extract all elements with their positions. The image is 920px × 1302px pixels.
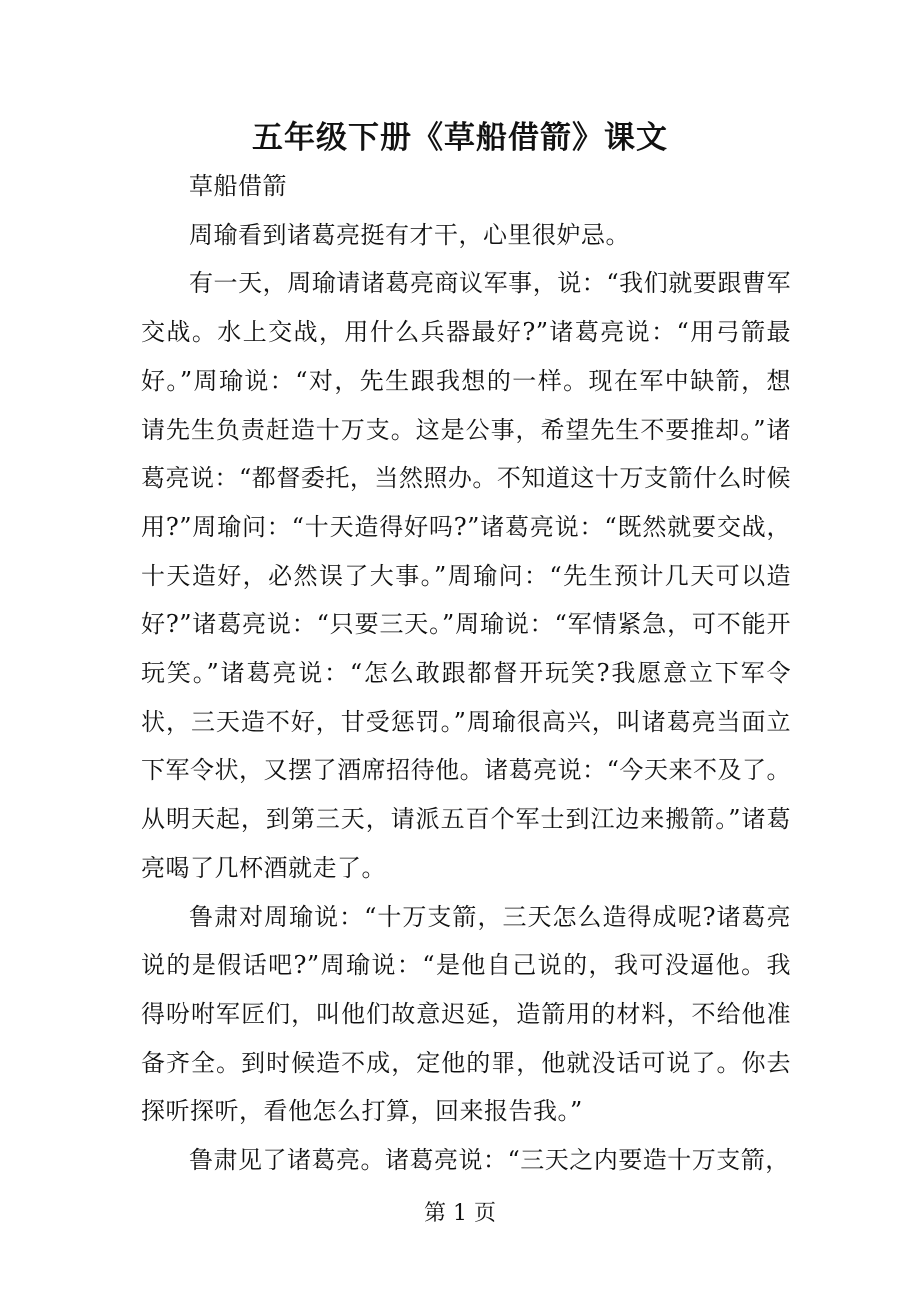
paragraph: 鲁肃对周瑜说：“十万支箭，三天怎么造得成呢?诸葛亮说的是假话吧?”周瑜说：“是他自己说的，我可没逼他。我得吩咐军匠们，叫他们故意迟延，造箭用的材料，不给他准备齐全。到时候造不成，定他的罪，他就没话可说了。你去探听探听，看他怎么打算，回来报告我。” (141, 902, 791, 1126)
paragraph: 有一天，周瑜请诸葛亮商议军事，说：“我们就要跟曹军交战。水上交战，用什么兵器最好?”诸葛亮说：“用弓箭最好。”周瑜说：“对，先生跟我想的一样。现在军中缺箭，想请先生负责赶造十万支。这是公事，希望先生不要推却。”诸葛亮说：“都督委托，当然照办。不知道这十万支箭什么时候用?”周瑜问：“十天造得好吗?”诸葛亮说：“既然就要交战，十天造好，必然误了大事。”周瑜问：“先生预计几天可以造好?”诸葛亮说：“只要三天。”周瑜说：“军情紧急，可不能开玩笑。”诸葛亮说：“怎么敢跟都督开玩笑?我愿意立下军令状，三天造不好，甘受惩罚。”周瑜很高兴，叫诸葛亮当面立下军令状，又摆了酒席招待他。诸葛亮说：“今天来不及了。从明天起，到第三天，请派五百个军士到江边来搬箭。”诸葛亮喝了几杯酒就走了。 (141, 269, 791, 882)
paragraph-subtitle: 草船借箭 (189, 172, 287, 200)
page-number: 第 1 页 (424, 1201, 496, 1226)
paragraph: 周瑜看到诸葛亮挺有才干，心里很妒忌。 (189, 220, 630, 249)
document-body (141, 162, 791, 1185)
document-title: 五年级下册《草船借箭》课文 (252, 120, 668, 156)
paragraph: 鲁肃见了诸葛亮。诸葛亮说：“三天之内要造十万支箭， (189, 1146, 790, 1175)
